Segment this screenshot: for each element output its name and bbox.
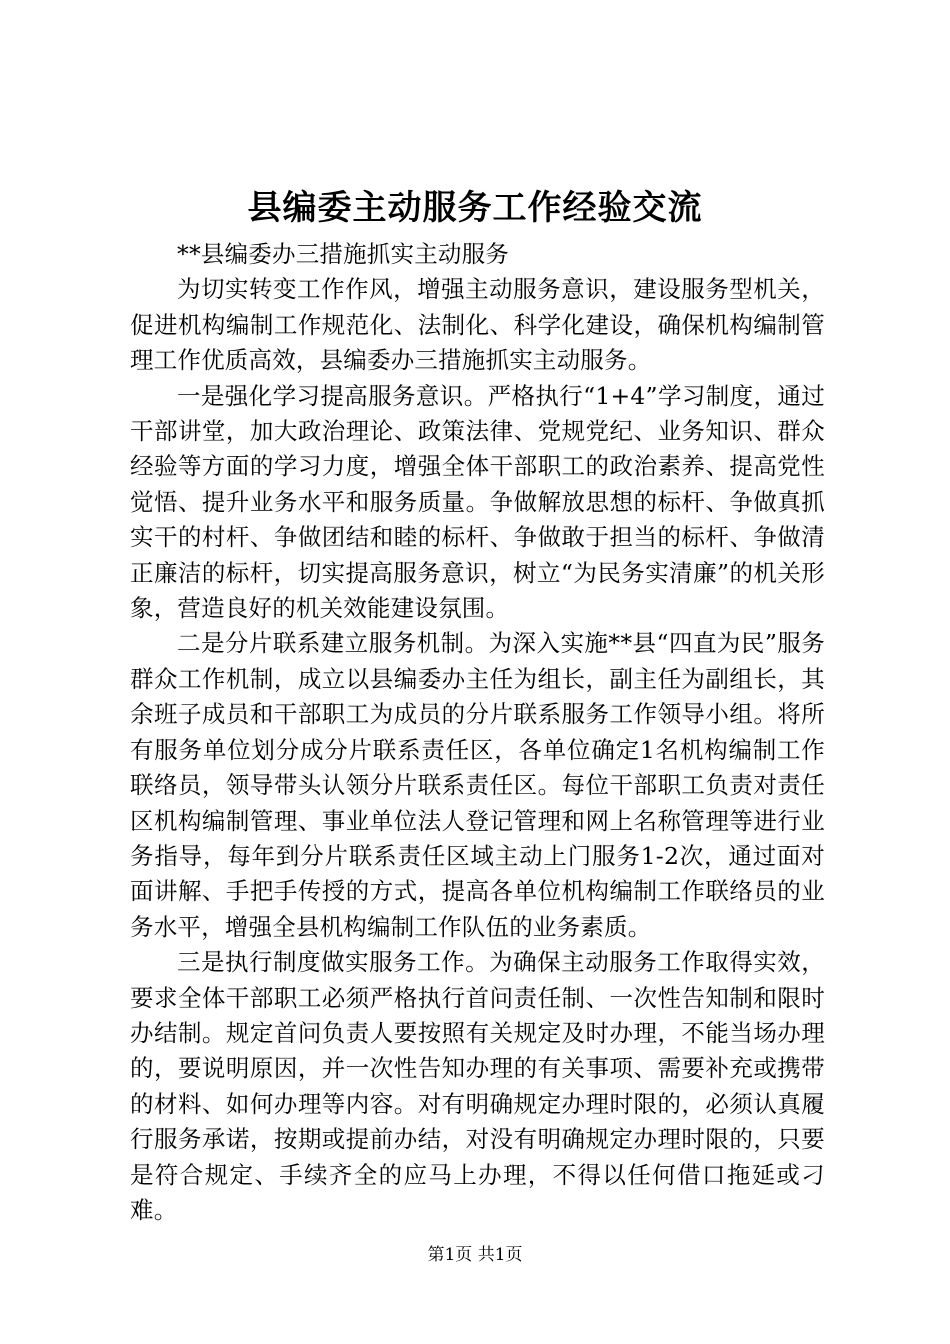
measure-one-paragraph: 一是强化学习提高服务意识。严格执行“1+4”学习制度，通过干部讲堂，加大政治理论、政策法律、党规党纪、业务知识、群众经验等方面的学习力度，增强全体干部职工的政治素养、提高党性觉悟、提升业务水平和服务质量。争做解放思想的标杆、争做真抓实干的村杆、争做团结和睦的标杆、争做敢于担当的标杆、争做清正廉洁的标杆，切实提高服务意识，树立“为民务实清廉”的机关形象，营造良好的机关效能建设氛围。 [130, 381, 825, 623]
measure-two-paragraph: 二是分片联系建立服务机制。为深入实施**县“四直为民”服务群众工作机制，成立以县编委办主任为组长，副主任为副组长，其余班子成员和干部职工为成员的分片联系服务工作领导小组。将所有服务单位划分成分片联系责任区，各单位确定1名机构编制工作联络员，领导带头认领分片联系责任区。每位干部职工负责对责任区机构编制管理、事业单位法人登记管理和网上名称管理等进行业务指导，每年到分片联系责任区域主动上门服务1-2次，通过面对面讲解、手把手传授的方式，提高各单位机构编制工作联络员的业务水平，增强全县机构编制工作队伍的业务素质。 [130, 629, 825, 941]
subtitle-paragraph: **县编委办三措施抓实主动服务 [177, 240, 509, 268]
measure-three-paragraph: 三是执行制度做实服务工作。为确保主动服务工作取得实效，要求全体干部职工必须严格执行首问责任制、一次性告知制和限时办结制。规定首问负责人要按照有关规定及时办理，不能当场办理的，要说明原因，并一次性告知办理的有关事项、需要补充或携带的材料、如何办理等内容。对有明确规定办理时限的，必须认真履行服务承诺，按期或提前办结，对没有明确规定办理时限的，只要是符合规定、手续齐全的应马上办理，不得以任何借口拖延或刁难。 [130, 948, 825, 1224]
page-number-footer: 第1页 共1页 [427, 1245, 523, 1265]
document-body [130, 237, 825, 1228]
document-title: 县编委主动服务工作经验交流 [247, 188, 703, 228]
intro-paragraph: 为切实转变工作作风，增强主动服务意识，建设服务型机关，促进机构编制工作规范化、法制化、科学化建设，确保机构编制管理工作优质高效，县编委办三措施抓实主动服务。 [130, 275, 825, 375]
